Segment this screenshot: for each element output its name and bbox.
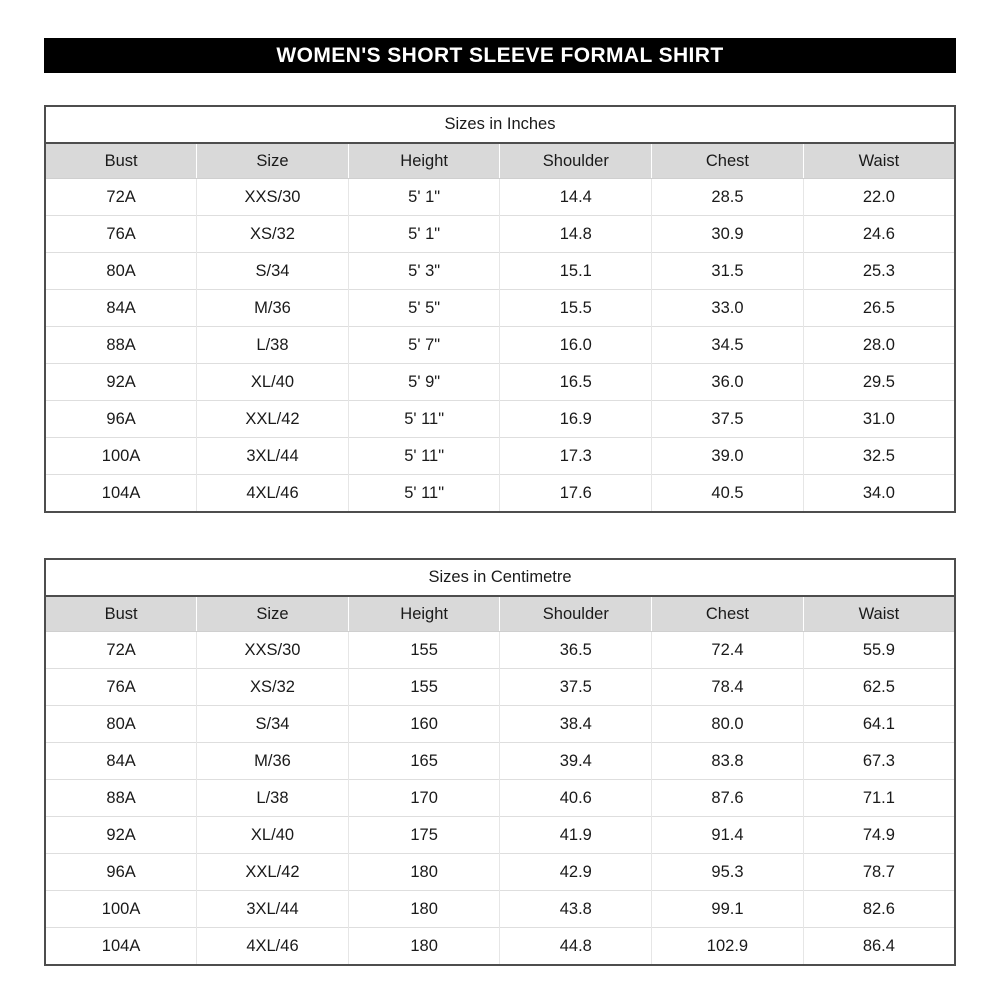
table-row: [45, 854, 955, 891]
table-cell: 34.0: [803, 475, 955, 513]
table-cell: 5' 5": [348, 290, 500, 327]
table-cell: 92A: [45, 817, 197, 854]
table-cell: 29.5: [803, 364, 955, 401]
table-cell: XXS/30: [197, 632, 349, 669]
page-title: WOMEN'S SHORT SLEEVE FORMAL SHIRT: [276, 43, 724, 67]
table-cell: 4XL/46: [197, 928, 349, 966]
table-cell: 24.6: [803, 216, 955, 253]
table-row: [45, 475, 955, 513]
table-cell: 80A: [45, 706, 197, 743]
table-cell: 67.3: [803, 743, 955, 780]
table-cell: 39.0: [652, 438, 804, 475]
table-cell: XXL/42: [197, 854, 349, 891]
table-cell: 64.1: [803, 706, 955, 743]
table-cell: 91.4: [652, 817, 804, 854]
table-cell: 5' 3": [348, 253, 500, 290]
table-cell: 44.8: [500, 928, 652, 966]
table-cell: 5' 1": [348, 179, 500, 216]
table-cell: 71.1: [803, 780, 955, 817]
table-cell: 100A: [45, 438, 197, 475]
table-cell: 76A: [45, 669, 197, 706]
table-cell: XXS/30: [197, 179, 349, 216]
table-cell: 88A: [45, 780, 197, 817]
table-cell: 76A: [45, 216, 197, 253]
column-header-size: Size: [197, 143, 349, 179]
table-cell: 78.4: [652, 669, 804, 706]
table-cell: 104A: [45, 475, 197, 513]
table-row: [45, 253, 955, 290]
table-header-row: [45, 143, 955, 179]
table-cell: 62.5: [803, 669, 955, 706]
table-cell: 99.1: [652, 891, 804, 928]
table-cell: 80A: [45, 253, 197, 290]
table-title: Sizes in Inches: [45, 106, 955, 143]
table-title-row: [45, 106, 955, 143]
table-cell: L/38: [197, 327, 349, 364]
column-header-shoulder: Shoulder: [500, 596, 652, 632]
table-cell: 72.4: [652, 632, 804, 669]
column-header-shoulder: Shoulder: [500, 143, 652, 179]
table-cell: 38.4: [500, 706, 652, 743]
table-cell: 100A: [45, 891, 197, 928]
table-cell: 15.1: [500, 253, 652, 290]
table-cell: 96A: [45, 854, 197, 891]
table-cell: 4XL/46: [197, 475, 349, 513]
table-cell: 36.5: [500, 632, 652, 669]
table-body: [45, 179, 955, 513]
table-cell: 3XL/44: [197, 438, 349, 475]
column-header-chest: Chest: [652, 143, 804, 179]
table-cell: 5' 11": [348, 438, 500, 475]
column-header-size: Size: [197, 596, 349, 632]
table-cell: 25.3: [803, 253, 955, 290]
table-cell: XL/40: [197, 364, 349, 401]
table-cell: 82.6: [803, 891, 955, 928]
table-cell: 5' 11": [348, 475, 500, 513]
table-cell: 55.9: [803, 632, 955, 669]
table-cell: 175: [348, 817, 500, 854]
table-cell: 155: [348, 669, 500, 706]
table-cell: XS/32: [197, 669, 349, 706]
table-cell: 36.0: [652, 364, 804, 401]
table-row: [45, 928, 955, 966]
table-cell: 5' 11": [348, 401, 500, 438]
table-cell: 160: [348, 706, 500, 743]
table-row: [45, 780, 955, 817]
table-cell: 96A: [45, 401, 197, 438]
table-row: [45, 179, 955, 216]
table-cell: 33.0: [652, 290, 804, 327]
table-cell: 31.0: [803, 401, 955, 438]
table-cell: 87.6: [652, 780, 804, 817]
table-cell: 74.9: [803, 817, 955, 854]
table-title: Sizes in Centimetre: [45, 559, 955, 596]
table-cell: 37.5: [500, 669, 652, 706]
table-cell: 16.9: [500, 401, 652, 438]
column-header-height: Height: [348, 596, 500, 632]
table-cell: 80.0: [652, 706, 804, 743]
table-cell: 180: [348, 854, 500, 891]
table-cell: XL/40: [197, 817, 349, 854]
table-row: [45, 327, 955, 364]
sizes-centimetre-table: [44, 558, 956, 966]
table-cell: S/34: [197, 253, 349, 290]
table-cell: 32.5: [803, 438, 955, 475]
table-cell: 72A: [45, 632, 197, 669]
table-cell: 37.5: [652, 401, 804, 438]
table-cell: 86.4: [803, 928, 955, 966]
table-cell: 22.0: [803, 179, 955, 216]
table-cell: 84A: [45, 290, 197, 327]
table-cell: 92A: [45, 364, 197, 401]
table-cell: L/38: [197, 780, 349, 817]
table-cell: 34.5: [652, 327, 804, 364]
table-row: [45, 669, 955, 706]
column-header-bust: Bust: [45, 143, 197, 179]
table-cell: 72A: [45, 179, 197, 216]
table-cell: 28.0: [803, 327, 955, 364]
table-row: [45, 891, 955, 928]
table-cell: 83.8: [652, 743, 804, 780]
table-cell: 15.5: [500, 290, 652, 327]
table-row: [45, 290, 955, 327]
table-cell: 104A: [45, 928, 197, 966]
table-cell: 41.9: [500, 817, 652, 854]
table-cell: 42.9: [500, 854, 652, 891]
table-cell: 14.8: [500, 216, 652, 253]
table-cell: M/36: [197, 743, 349, 780]
table-cell: 88A: [45, 327, 197, 364]
table-cell: 30.9: [652, 216, 804, 253]
table-cell: 5' 1": [348, 216, 500, 253]
column-header-waist: Waist: [803, 596, 955, 632]
table-cell: XS/32: [197, 216, 349, 253]
table-cell: 26.5: [803, 290, 955, 327]
column-header-height: Height: [348, 143, 500, 179]
table-cell: 155: [348, 632, 500, 669]
table-row: [45, 632, 955, 669]
table-cell: 39.4: [500, 743, 652, 780]
table-cell: 14.4: [500, 179, 652, 216]
table-cell: 95.3: [652, 854, 804, 891]
table-cell: 180: [348, 891, 500, 928]
table-cell: 78.7: [803, 854, 955, 891]
title-banner: [44, 38, 956, 73]
column-header-bust: Bust: [45, 596, 197, 632]
table-header-row: [45, 596, 955, 632]
table-row: [45, 438, 955, 475]
table-row: [45, 743, 955, 780]
table-row: [45, 401, 955, 438]
column-header-waist: Waist: [803, 143, 955, 179]
table-cell: 180: [348, 928, 500, 966]
table-cell: 28.5: [652, 179, 804, 216]
table-row: [45, 706, 955, 743]
table-cell: 102.9: [652, 928, 804, 966]
table-cell: XXL/42: [197, 401, 349, 438]
table-cell: 17.6: [500, 475, 652, 513]
table-row: [45, 817, 955, 854]
table-cell: 16.5: [500, 364, 652, 401]
table-cell: 84A: [45, 743, 197, 780]
table-cell: 165: [348, 743, 500, 780]
table-body: [45, 632, 955, 966]
sizes-inches-table: [44, 105, 956, 513]
table-row: [45, 216, 955, 253]
column-header-chest: Chest: [652, 596, 804, 632]
table-cell: 5' 7": [348, 327, 500, 364]
table-cell: 5' 9": [348, 364, 500, 401]
table-cell: M/36: [197, 290, 349, 327]
table-cell: 40.5: [652, 475, 804, 513]
table-cell: 40.6: [500, 780, 652, 817]
table-cell: 17.3: [500, 438, 652, 475]
table-title-row: [45, 559, 955, 596]
table-cell: 43.8: [500, 891, 652, 928]
table-cell: 170: [348, 780, 500, 817]
table-cell: 31.5: [652, 253, 804, 290]
table-row: [45, 364, 955, 401]
table-cell: 3XL/44: [197, 891, 349, 928]
table-cell: 16.0: [500, 327, 652, 364]
table-cell: S/34: [197, 706, 349, 743]
